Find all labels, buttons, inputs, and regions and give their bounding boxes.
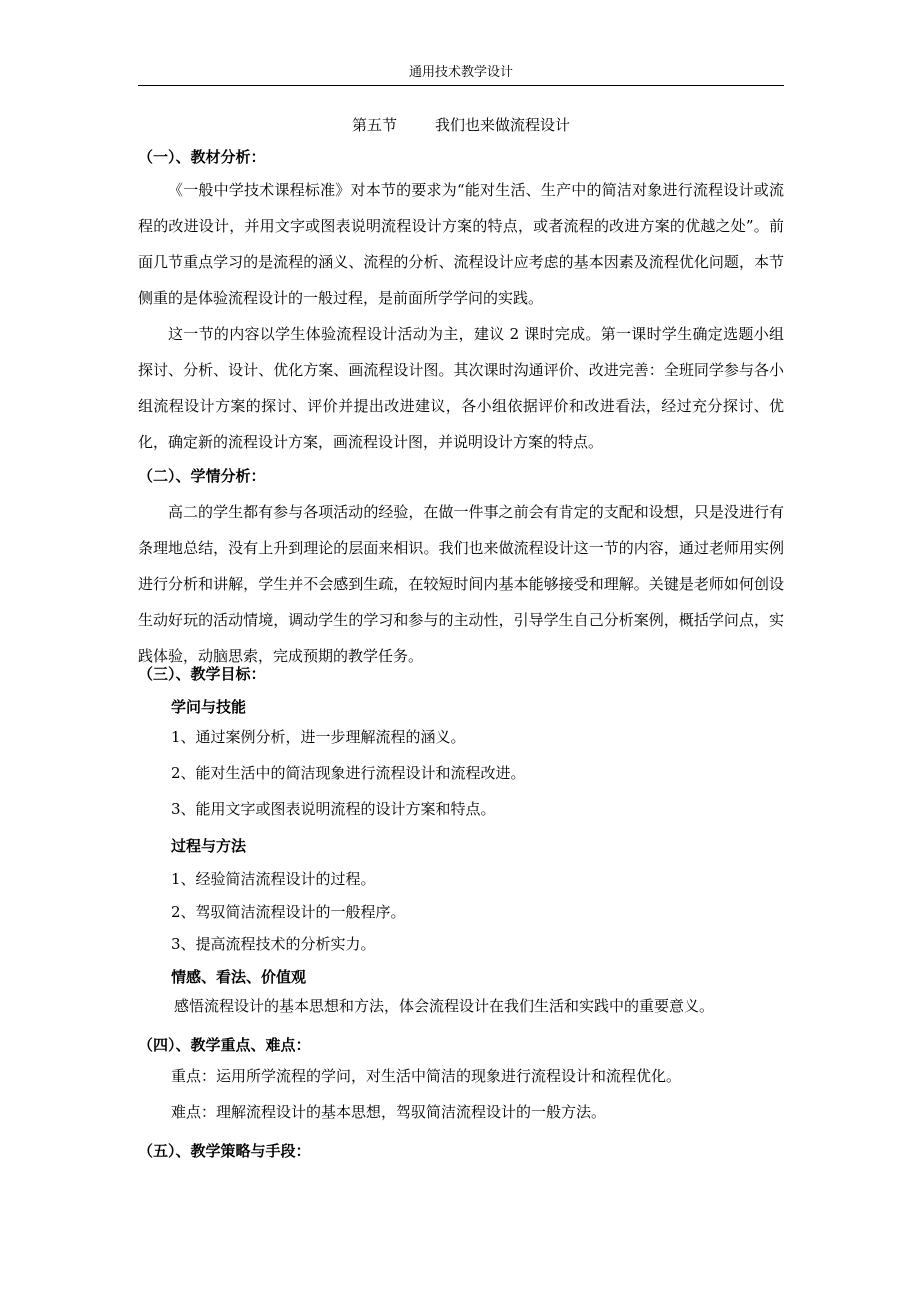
header-rule <box>138 85 784 86</box>
goal-item: 1、通过案例分析，进一步理解流程的涵义。 <box>171 728 466 746</box>
paragraph-textbook-1: 《一般中学技术课程标准》对本节的要求为“能对生活、生产中的简洁对象进行流程设计或流程的改进设计，并用文字或图表说明流程设计方案的特点，或者流程的改进方案的优越之处”。前面几节重点学习的是流程的涵义、流程的分析、流程设计应考虑的基本因素及流程优化问题，本节侧重的是体验流程设计的一般过程，是前面所学学问的实践。 <box>138 181 784 307</box>
goal-item: 2、驾驭简洁流程设计的一般程序。 <box>171 903 406 921</box>
goal-item: 1、经验简洁流程设计的过程。 <box>171 870 376 888</box>
heading-strategy: （五）、教学策略与手段： <box>138 1142 311 1160</box>
heading-student-analysis: （二）、学情分析： <box>138 467 266 485</box>
goal-item: 3、提高流程技术的分析实力。 <box>171 935 376 953</box>
difficult-point: 难点：理解流程设计的基本思想，驾驭简洁流程设计的一般方法。 <box>171 1103 607 1121</box>
goal-item: 2、能对生活中的简洁现象进行流程设计和流程改进。 <box>171 764 526 782</box>
running-header: 通用技术教学设计 <box>408 65 513 80</box>
subheading-knowledge: 学问与技能 <box>171 698 247 716</box>
heading-key-difficult: （四）、教学重点、难点： <box>138 1036 311 1054</box>
values-text: 感悟流程设计的基本思想和方法，体会流程设计在我们生活和实践中的重要意义。 <box>174 997 715 1015</box>
key-point: 重点：运用所学流程的学问，对生活中简洁的现象进行流程设计和流程优化。 <box>171 1067 682 1085</box>
subheading-values: 情感、看法、价值观 <box>171 968 307 986</box>
goal-item: 3、能用文字或图表说明流程的设计方案和特点。 <box>171 800 496 818</box>
paragraph-textbook-2: 这一节的内容以学生体验流程设计活动为主，建议 2 课时完成。第一课时学生确定选题小组探讨、分析、设计、优化方案、画流程设计图。其次课时沟通评价、改进完善：全班同学参与各小组流程设计方案的探讨、评价并提出改进建议，各小组依据评价和改进看法，经过充分探讨、优化，确定新的流程设计方案，画流程设计图，并说明设计方案的特点。 <box>138 325 784 451</box>
heading-textbook-analysis: （一）、教材分析： <box>138 148 266 166</box>
paragraph-student-1: 高二的学生都有参与各项活动的经验，在做一件事之前会有肯定的支配和设想，只是没进行有条理地总结，没有上升到理论的层面来相识。我们也来做流程设计这一节的内容，通过老师用实例进行分析和讲解，学生并不会感到生疏，在较短时间内基本能够接受和理解。关键是老师如何创设生动好玩的活动情境，调动学生的学习和参与的主动性，引导学生自己分析案例，概括学问点，实践体验，动脑思索，完成预期的教学任务。 <box>138 503 784 665</box>
section-title <box>138 114 784 136</box>
section-number: 第五节 <box>351 116 397 134</box>
heading-teaching-goals: （三）、教学目标： <box>138 665 266 683</box>
subheading-process: 过程与方法 <box>171 837 247 855</box>
section-name: 我们也来做流程设计 <box>435 116 571 134</box>
